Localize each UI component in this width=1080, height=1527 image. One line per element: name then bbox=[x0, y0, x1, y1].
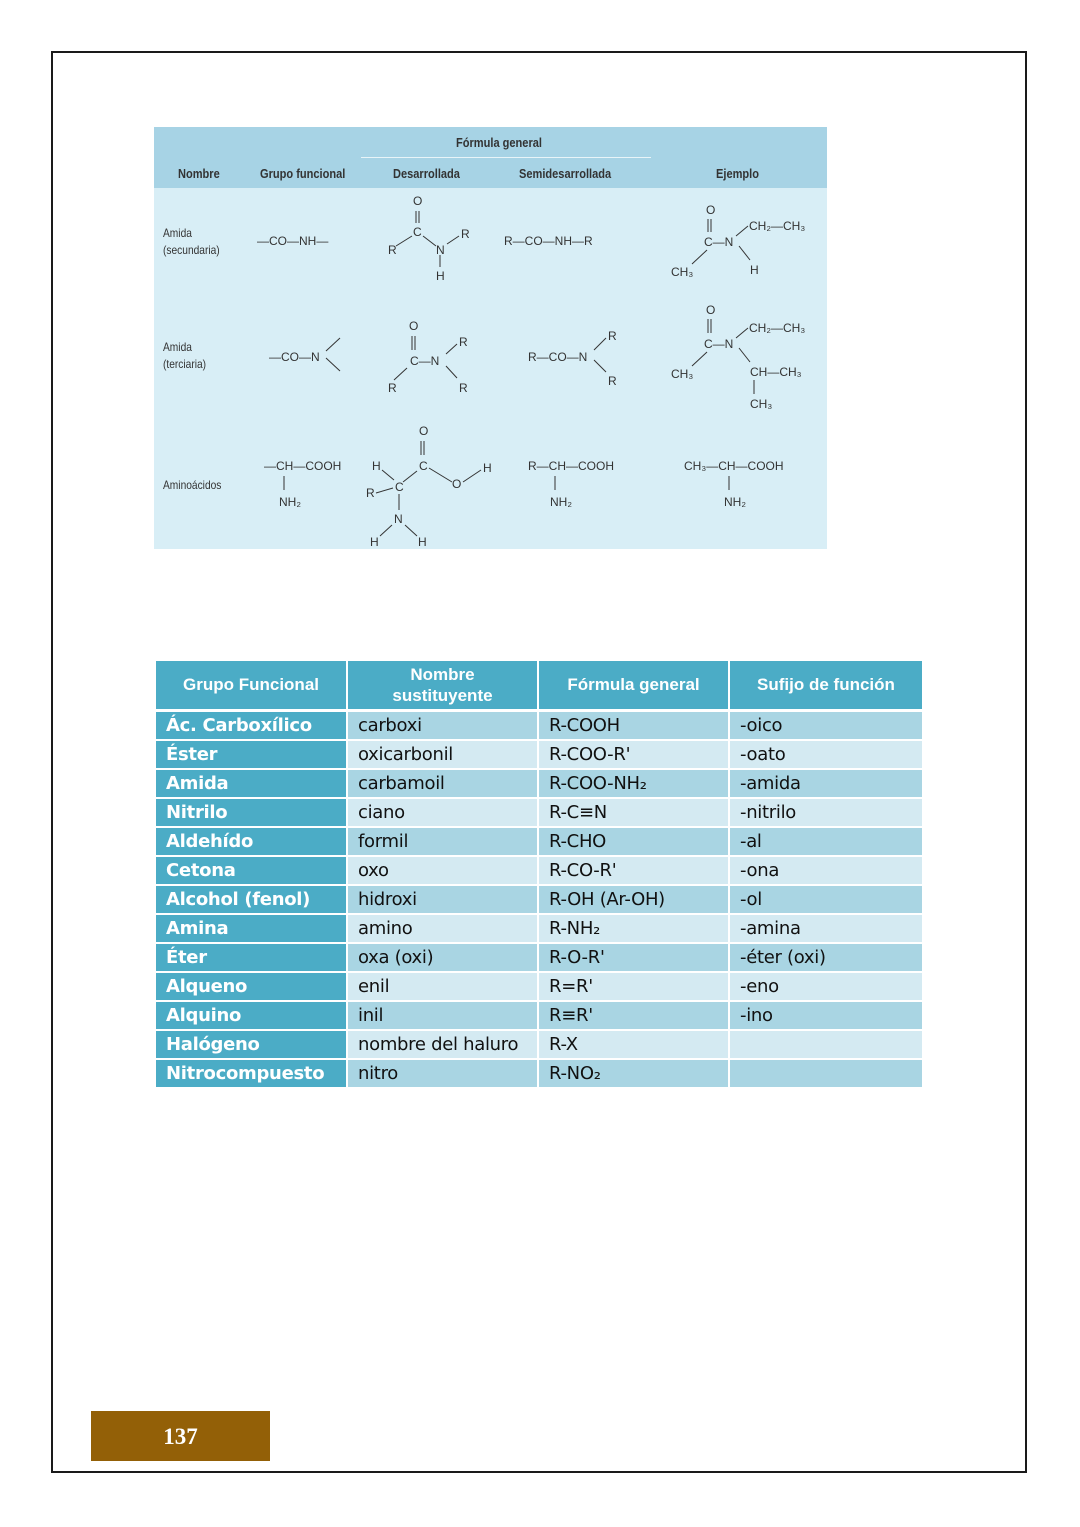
svg-text:NH₂: NH₂ bbox=[279, 495, 301, 509]
table-row bbox=[156, 1060, 922, 1089]
table-row bbox=[156, 886, 922, 915]
svg-text:NH₂: NH₂ bbox=[724, 495, 746, 509]
cell-sustituyente: oxicarbonil bbox=[348, 741, 539, 770]
svg-text:H: H bbox=[483, 461, 492, 475]
svg-text:O: O bbox=[706, 303, 716, 317]
svg-text:R: R bbox=[366, 486, 375, 500]
cell-sufijo: -amina bbox=[730, 915, 922, 944]
header-ejemplo: Ejemplo bbox=[716, 166, 759, 181]
svg-text:O: O bbox=[452, 477, 462, 491]
structures-table bbox=[154, 127, 827, 549]
header-formula-general: Fórmula general bbox=[456, 135, 542, 150]
header-grupo-funcional: Grupo funcional bbox=[260, 166, 346, 181]
svg-text:—CO—N: —CO—N bbox=[269, 350, 320, 364]
table-row bbox=[156, 1002, 922, 1031]
svg-text:NH₂: NH₂ bbox=[550, 495, 572, 509]
functional-groups-table bbox=[156, 661, 922, 1089]
svg-text:CH₂—CH₃: CH₂—CH₃ bbox=[749, 321, 806, 335]
cell-formula: R-C≡N bbox=[539, 799, 730, 828]
svg-text:CH₃: CH₃ bbox=[671, 265, 694, 279]
cell-sustituyente: nombre del haluro bbox=[348, 1031, 539, 1060]
cell-grupo: Amina bbox=[156, 915, 348, 944]
cell-sufijo bbox=[730, 1031, 922, 1060]
cell-grupo: Nitrocompuesto bbox=[156, 1060, 348, 1089]
cell-sufijo: -oico bbox=[730, 712, 922, 741]
cell-sustituyente: carbamoil bbox=[348, 770, 539, 799]
header-line: sustituyente bbox=[392, 686, 493, 705]
cell-grupo: Éter bbox=[156, 944, 348, 973]
cell-formula: R=R' bbox=[539, 973, 730, 1002]
cell-sustituyente: oxa (oxi) bbox=[348, 944, 539, 973]
cell-formula: R-X bbox=[539, 1031, 730, 1060]
svg-text:R: R bbox=[459, 381, 468, 395]
row-name-line: (secundaria) bbox=[163, 243, 220, 257]
cell-grupo: Amida bbox=[156, 770, 348, 799]
svg-text:R—CO—NH—R: R—CO—NH—R bbox=[504, 234, 593, 248]
cell-sustituyente: nitro bbox=[348, 1060, 539, 1089]
table-row bbox=[156, 712, 922, 741]
cell-grupo: Halógeno bbox=[156, 1031, 348, 1060]
header-desarrollada: Desarrollada bbox=[393, 166, 460, 181]
header-nombre-sustituyente bbox=[348, 661, 539, 712]
svg-text:—CH—COOH: —CH—COOH bbox=[264, 459, 342, 473]
svg-text:R: R bbox=[388, 243, 397, 257]
table-row bbox=[156, 741, 922, 770]
svg-text:O: O bbox=[413, 194, 423, 208]
cell-sufijo: -nitrilo bbox=[730, 799, 922, 828]
svg-text:R: R bbox=[608, 329, 617, 343]
cell-sustituyente: formil bbox=[348, 828, 539, 857]
header-line: Nombre bbox=[410, 665, 475, 684]
cell-sustituyente: ciano bbox=[348, 799, 539, 828]
svg-text:CH₃: CH₃ bbox=[671, 367, 694, 381]
cell-grupo: Cetona bbox=[156, 857, 348, 886]
table-row bbox=[156, 799, 922, 828]
svg-text:C: C bbox=[419, 459, 428, 473]
cell-formula: R-O-R' bbox=[539, 944, 730, 973]
table-row bbox=[156, 828, 922, 857]
header-sufijo-funcion: Sufijo de función bbox=[730, 661, 922, 712]
svg-text:C—N: C—N bbox=[410, 354, 440, 368]
svg-text:R—CO—N: R—CO—N bbox=[528, 350, 588, 364]
header-divider bbox=[361, 157, 651, 158]
cell-sufijo: -oato bbox=[730, 741, 922, 770]
cell-grupo: Ác. Carboxílico bbox=[156, 712, 348, 741]
svg-text:R: R bbox=[388, 381, 397, 395]
cell-sustituyente: inil bbox=[348, 1002, 539, 1031]
cell-sufijo: -ino bbox=[730, 1002, 922, 1031]
cell-sustituyente: amino bbox=[348, 915, 539, 944]
svg-text:O: O bbox=[706, 203, 716, 217]
svg-text:C: C bbox=[413, 225, 422, 239]
page-number-box bbox=[91, 1411, 270, 1461]
row-name-line: Amida bbox=[163, 340, 192, 354]
cell-sufijo: -ona bbox=[730, 857, 922, 886]
table-row bbox=[156, 770, 922, 799]
chemical-structures-drawing bbox=[154, 188, 827, 549]
svg-text:H: H bbox=[418, 535, 427, 549]
header-nombre: Nombre bbox=[178, 166, 220, 181]
cell-grupo: Éster bbox=[156, 741, 348, 770]
table-row bbox=[156, 857, 922, 886]
cell-formula: R-CHO bbox=[539, 828, 730, 857]
cell-grupo: Aldehído bbox=[156, 828, 348, 857]
cell-grupo: Alquino bbox=[156, 1002, 348, 1031]
cell-sufijo bbox=[730, 1060, 922, 1089]
svg-text:C—N: C—N bbox=[704, 235, 734, 249]
table-row bbox=[156, 973, 922, 1002]
svg-text:O: O bbox=[419, 424, 429, 438]
cell-formula: R-NO₂ bbox=[539, 1060, 730, 1089]
cell-formula: R≡R' bbox=[539, 1002, 730, 1031]
svg-text:R—CH—COOH: R—CH—COOH bbox=[528, 459, 614, 473]
cell-formula: R-NH₂ bbox=[539, 915, 730, 944]
cell-formula: R-COO-R' bbox=[539, 741, 730, 770]
cell-grupo: Alcohol (fenol) bbox=[156, 886, 348, 915]
cell-sufijo: -ol bbox=[730, 886, 922, 915]
svg-text:C: C bbox=[395, 480, 404, 494]
table-row bbox=[156, 944, 922, 973]
cell-sufijo: -amida bbox=[730, 770, 922, 799]
svg-text:R: R bbox=[459, 335, 468, 349]
svg-text:H: H bbox=[750, 263, 759, 277]
header-formula-general: Fórmula general bbox=[539, 661, 730, 712]
cell-sustituyente: carboxi bbox=[348, 712, 539, 741]
svg-text:H: H bbox=[436, 269, 445, 283]
row-name-line: Amida bbox=[163, 226, 192, 240]
cell-sufijo: -eno bbox=[730, 973, 922, 1002]
cell-grupo: Alqueno bbox=[156, 973, 348, 1002]
svg-text:R: R bbox=[608, 374, 617, 388]
cell-sufijo: -éter (oxi) bbox=[730, 944, 922, 973]
svg-text:CH₃—CH—COOH: CH₃—CH—COOH bbox=[684, 459, 784, 473]
cell-formula: R-COOH bbox=[539, 712, 730, 741]
svg-text:H: H bbox=[370, 535, 379, 549]
svg-text:O: O bbox=[409, 319, 419, 333]
row-name-line: (terciaria) bbox=[163, 357, 207, 371]
svg-text:CH—CH₃: CH—CH₃ bbox=[750, 365, 802, 379]
svg-text:—CO—NH—: —CO—NH— bbox=[257, 234, 329, 248]
svg-text:N: N bbox=[394, 512, 403, 526]
cell-sustituyente: hidroxi bbox=[348, 886, 539, 915]
svg-text:N: N bbox=[436, 243, 445, 257]
table-header-row bbox=[156, 661, 922, 712]
svg-text:CH₂—CH₃: CH₂—CH₃ bbox=[749, 219, 806, 233]
cell-formula: R-CO-R' bbox=[539, 857, 730, 886]
page-number: 137 bbox=[163, 1424, 198, 1449]
cell-formula: R-COO-NH₂ bbox=[539, 770, 730, 799]
header-grupo-funcional: Grupo Funcional bbox=[156, 661, 348, 712]
table-row bbox=[156, 1031, 922, 1060]
cell-sufijo: -al bbox=[730, 828, 922, 857]
row-name-line: Aminoácidos bbox=[163, 478, 222, 492]
cell-sustituyente: oxo bbox=[348, 857, 539, 886]
cell-grupo: Nitrilo bbox=[156, 799, 348, 828]
svg-text:CH₃: CH₃ bbox=[750, 397, 773, 411]
cell-formula: R-OH (Ar-OH) bbox=[539, 886, 730, 915]
header-semidesarrollada: Semidesarrollada bbox=[519, 166, 612, 181]
svg-text:C—N: C—N bbox=[704, 337, 734, 351]
cell-sustituyente: enil bbox=[348, 973, 539, 1002]
table-row bbox=[156, 915, 922, 944]
svg-text:R: R bbox=[461, 227, 470, 241]
svg-text:H: H bbox=[372, 459, 381, 473]
